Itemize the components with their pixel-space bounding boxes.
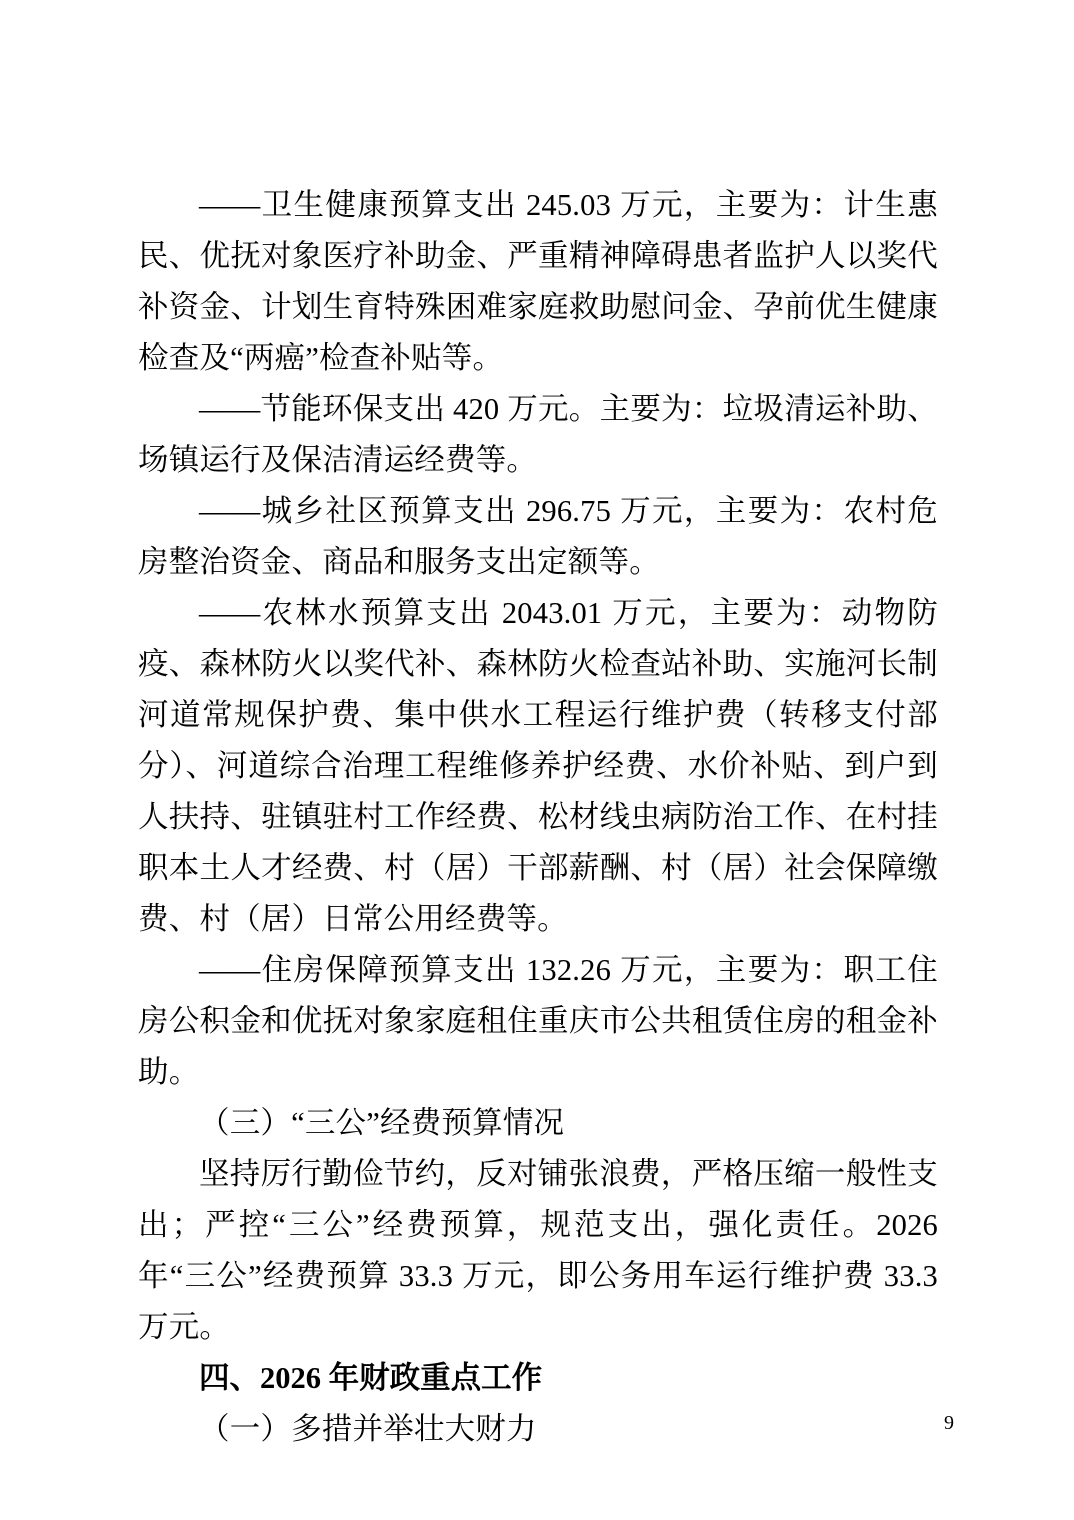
paragraph-health-budget: ——卫生健康预算支出 245.03 万元，主要为：计生惠民、优抚对象医疗补助金、严重精神障碍患者监护人以奖代补资金、计划生育特殊困难家庭救助慰问金、孕前优生健康检查及“两癌”检查补贴等。: [138, 188, 938, 375]
document-body: [138, 180, 938, 1455]
paragraph-sangong-body: 坚持厉行勤俭节约，反对铺张浪费，严格压缩一般性支出；严控“三公”经费预算，规范支出，强化责任。2026 年“三公”经费预算 33.3 万元，即公务用车运行维护费 33.3 万元。: [138, 1157, 938, 1344]
paragraph-sangong-heading: （三）“三公”经费预算情况: [199, 1106, 565, 1140]
paragraph-energy-environment: ——节能环保支出 420 万元。主要为：垃圾清运补助、场镇运行及保洁清运经费等。: [138, 392, 938, 477]
subsection-heading-strengthen-finance: （一）多措并举壮大财力: [199, 1412, 537, 1446]
paragraph-urban-rural-community: ——城乡社区预算支出 296.75 万元，主要为：农村危房整治资金、商品和服务支出定额等。: [138, 494, 938, 579]
page-number: 9: [944, 1412, 954, 1434]
section-heading-key-work: 四、2026 年财政重点工作: [199, 1361, 543, 1395]
paragraph-agriculture-forestry-water: ——农林水预算支出 2043.01 万元，主要为：动物防疫、森林防火以奖代补、森林防火检查站补助、实施河长制河道常规保护费、集中供水工程运行维护费（转移支付部分）、河道综合治理工程维修养护经费、水价补贴、到户到人扶持、驻镇驻村工作经费、松材线虫病防治工作、在村挂职本土人才经费、村（居）干部薪酬、村（居）社会保障缴费、村（居）日常公用经费等。: [138, 596, 938, 936]
paragraph-housing-security: ——住房保障预算支出 132.26 万元，主要为：职工住房公积金和优抚对象家庭租住重庆市公共租赁住房的租金补助。: [138, 953, 938, 1089]
